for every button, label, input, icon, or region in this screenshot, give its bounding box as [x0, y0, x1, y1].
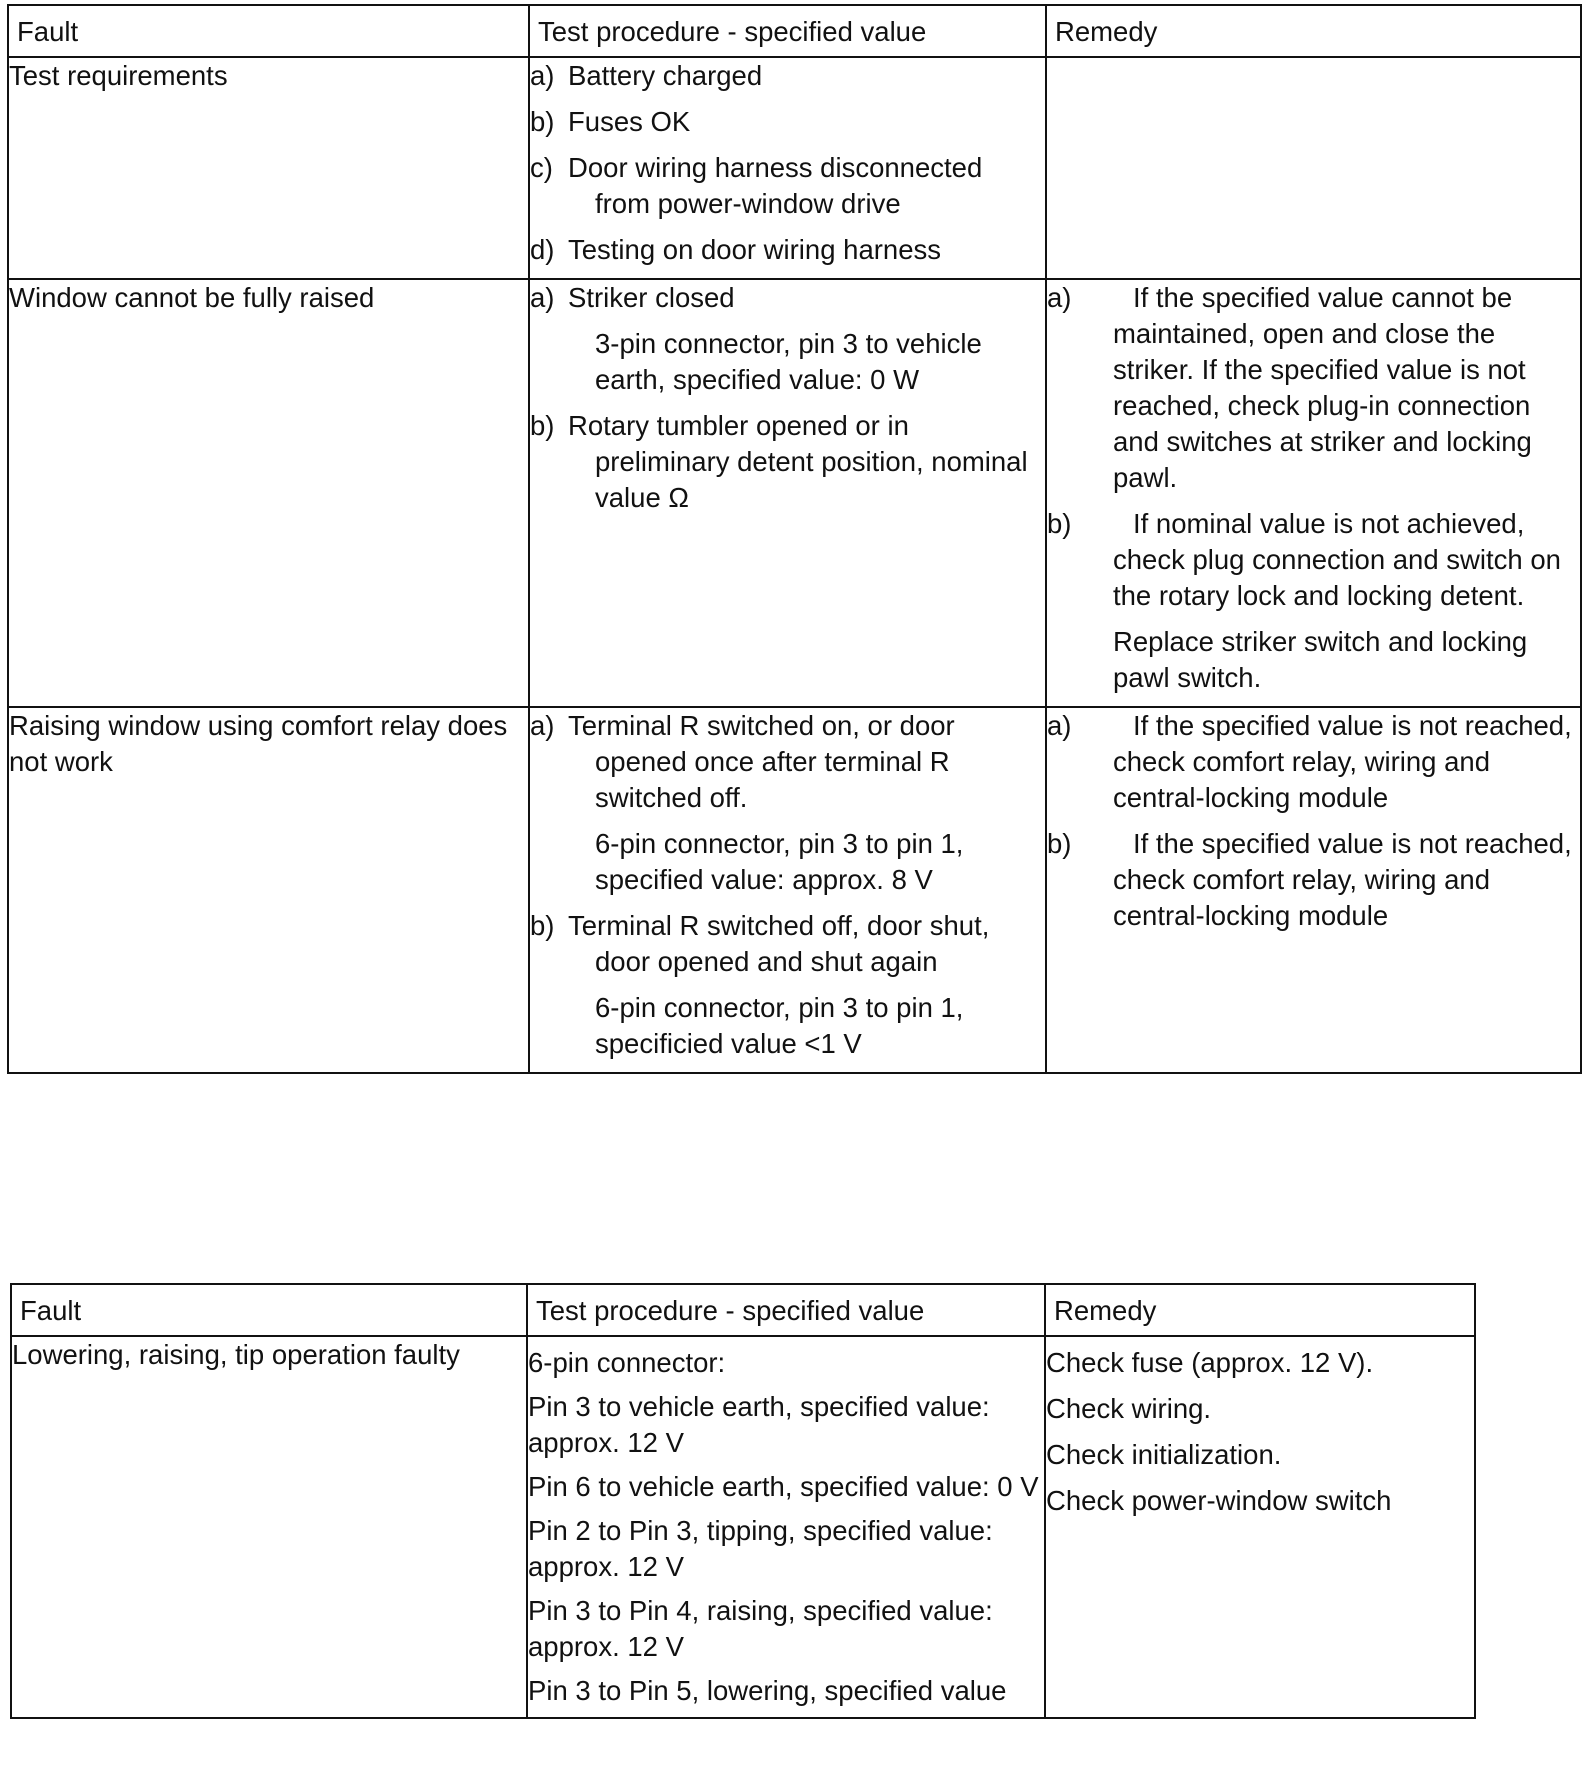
procedure-item: b) Fuses OK: [530, 106, 691, 137]
remedy-item: b) If nominal value is not achieved, check plug connection and switch on the rotary lock and locking detent.: [1047, 508, 1561, 611]
header-fault: Fault: [11, 1284, 527, 1336]
procedure-cell: [527, 1336, 1045, 1718]
procedure-cell: [529, 707, 1046, 1073]
table-row: [8, 279, 1581, 707]
remedy-item: a) If the specified value is not reached, check comfort relay, wiring and central-locking module: [1047, 710, 1572, 813]
remedy-cell: [1045, 1336, 1475, 1718]
procedure-item: a) Striker closed: [530, 282, 735, 313]
procedure-line: 6-pin connector:: [528, 1347, 726, 1378]
procedure-item: c) Door wiring harness disconnected from power-window drive: [530, 152, 983, 219]
fault-table-1: [7, 4, 1582, 1074]
table-row: [11, 1336, 1475, 1718]
header-remedy: Remedy: [1045, 1284, 1475, 1336]
procedure-subline: 3-pin connector, pin 3 to vehicle earth, specified value: 0 W: [595, 328, 982, 395]
fault-cell: Test requirements: [8, 57, 529, 279]
header-fault: Fault: [8, 5, 529, 57]
header-procedure: Test procedure - specified value: [529, 5, 1046, 57]
table-header-row: [8, 5, 1581, 57]
remedy-cell: [1046, 707, 1581, 1073]
procedure-line: Pin 3 to vehicle earth, specified value: approx. 12 V: [528, 1391, 990, 1458]
remedy-line: Check power-window switch: [1046, 1485, 1392, 1516]
table-row: [8, 57, 1581, 279]
remedy-subline: Replace striker switch and locking pawl switch.: [1113, 626, 1528, 693]
procedure-item: b) Terminal R switched off, door shut, door opened and shut again: [530, 910, 990, 977]
procedure-line: Pin 2 to Pin 3, tipping, specified value: approx. 12 V: [528, 1515, 993, 1582]
procedure-item: a) Terminal R switched on, or door opened once after terminal R switched off.: [530, 710, 955, 813]
remedy-cell: [1046, 279, 1581, 707]
procedure-line: Pin 3 to Pin 4, raising, specified value: approx. 12 V: [528, 1595, 993, 1662]
fault-table-2: [10, 1283, 1476, 1719]
table-row: [8, 707, 1581, 1073]
remedy-line: Check initialization.: [1046, 1439, 1282, 1470]
procedure-item: a) Battery charged: [530, 60, 763, 91]
fault-cell: Raising window using comfort relay does not work: [8, 707, 529, 1073]
procedure-item: b) Rotary tumbler opened or in preliminary detent position, nominal value Ω: [530, 410, 1028, 513]
procedure-line: Pin 6 to vehicle earth, specified value: 0 V: [528, 1471, 1039, 1502]
remedy-cell: [1046, 57, 1581, 279]
fault-cell: Lowering, raising, tip operation faulty: [11, 1336, 527, 1718]
procedure-subline: 6-pin connector, pin 3 to pin 1, specificied value <1 V: [595, 992, 964, 1059]
procedure-line: Pin 3 to Pin 5, lowering, specified value: [528, 1675, 1007, 1706]
header-remedy: Remedy: [1046, 5, 1581, 57]
remedy-line: Check fuse (approx. 12 V).: [1046, 1347, 1374, 1378]
table-header-row: [11, 1284, 1475, 1336]
remedy-item: b) If the specified value is not reached, check comfort relay, wiring and central-locking module: [1047, 828, 1572, 931]
procedure-cell: [529, 57, 1046, 279]
header-procedure: Test procedure - specified value: [527, 1284, 1045, 1336]
fault-cell: Window cannot be fully raised: [8, 279, 529, 707]
remedy-line: Check wiring.: [1046, 1393, 1212, 1424]
procedure-item: d) Testing on door wiring harness: [530, 234, 941, 265]
procedure-cell: [529, 279, 1046, 707]
remedy-item: a) If the specified value cannot be maintained, open and close the striker. If the specified value is not reached, check plug-in connection and switches at striker and locking pawl.: [1047, 282, 1532, 493]
procedure-subline: 6-pin connector, pin 3 to pin 1, specified value: approx. 8 V: [595, 828, 964, 895]
